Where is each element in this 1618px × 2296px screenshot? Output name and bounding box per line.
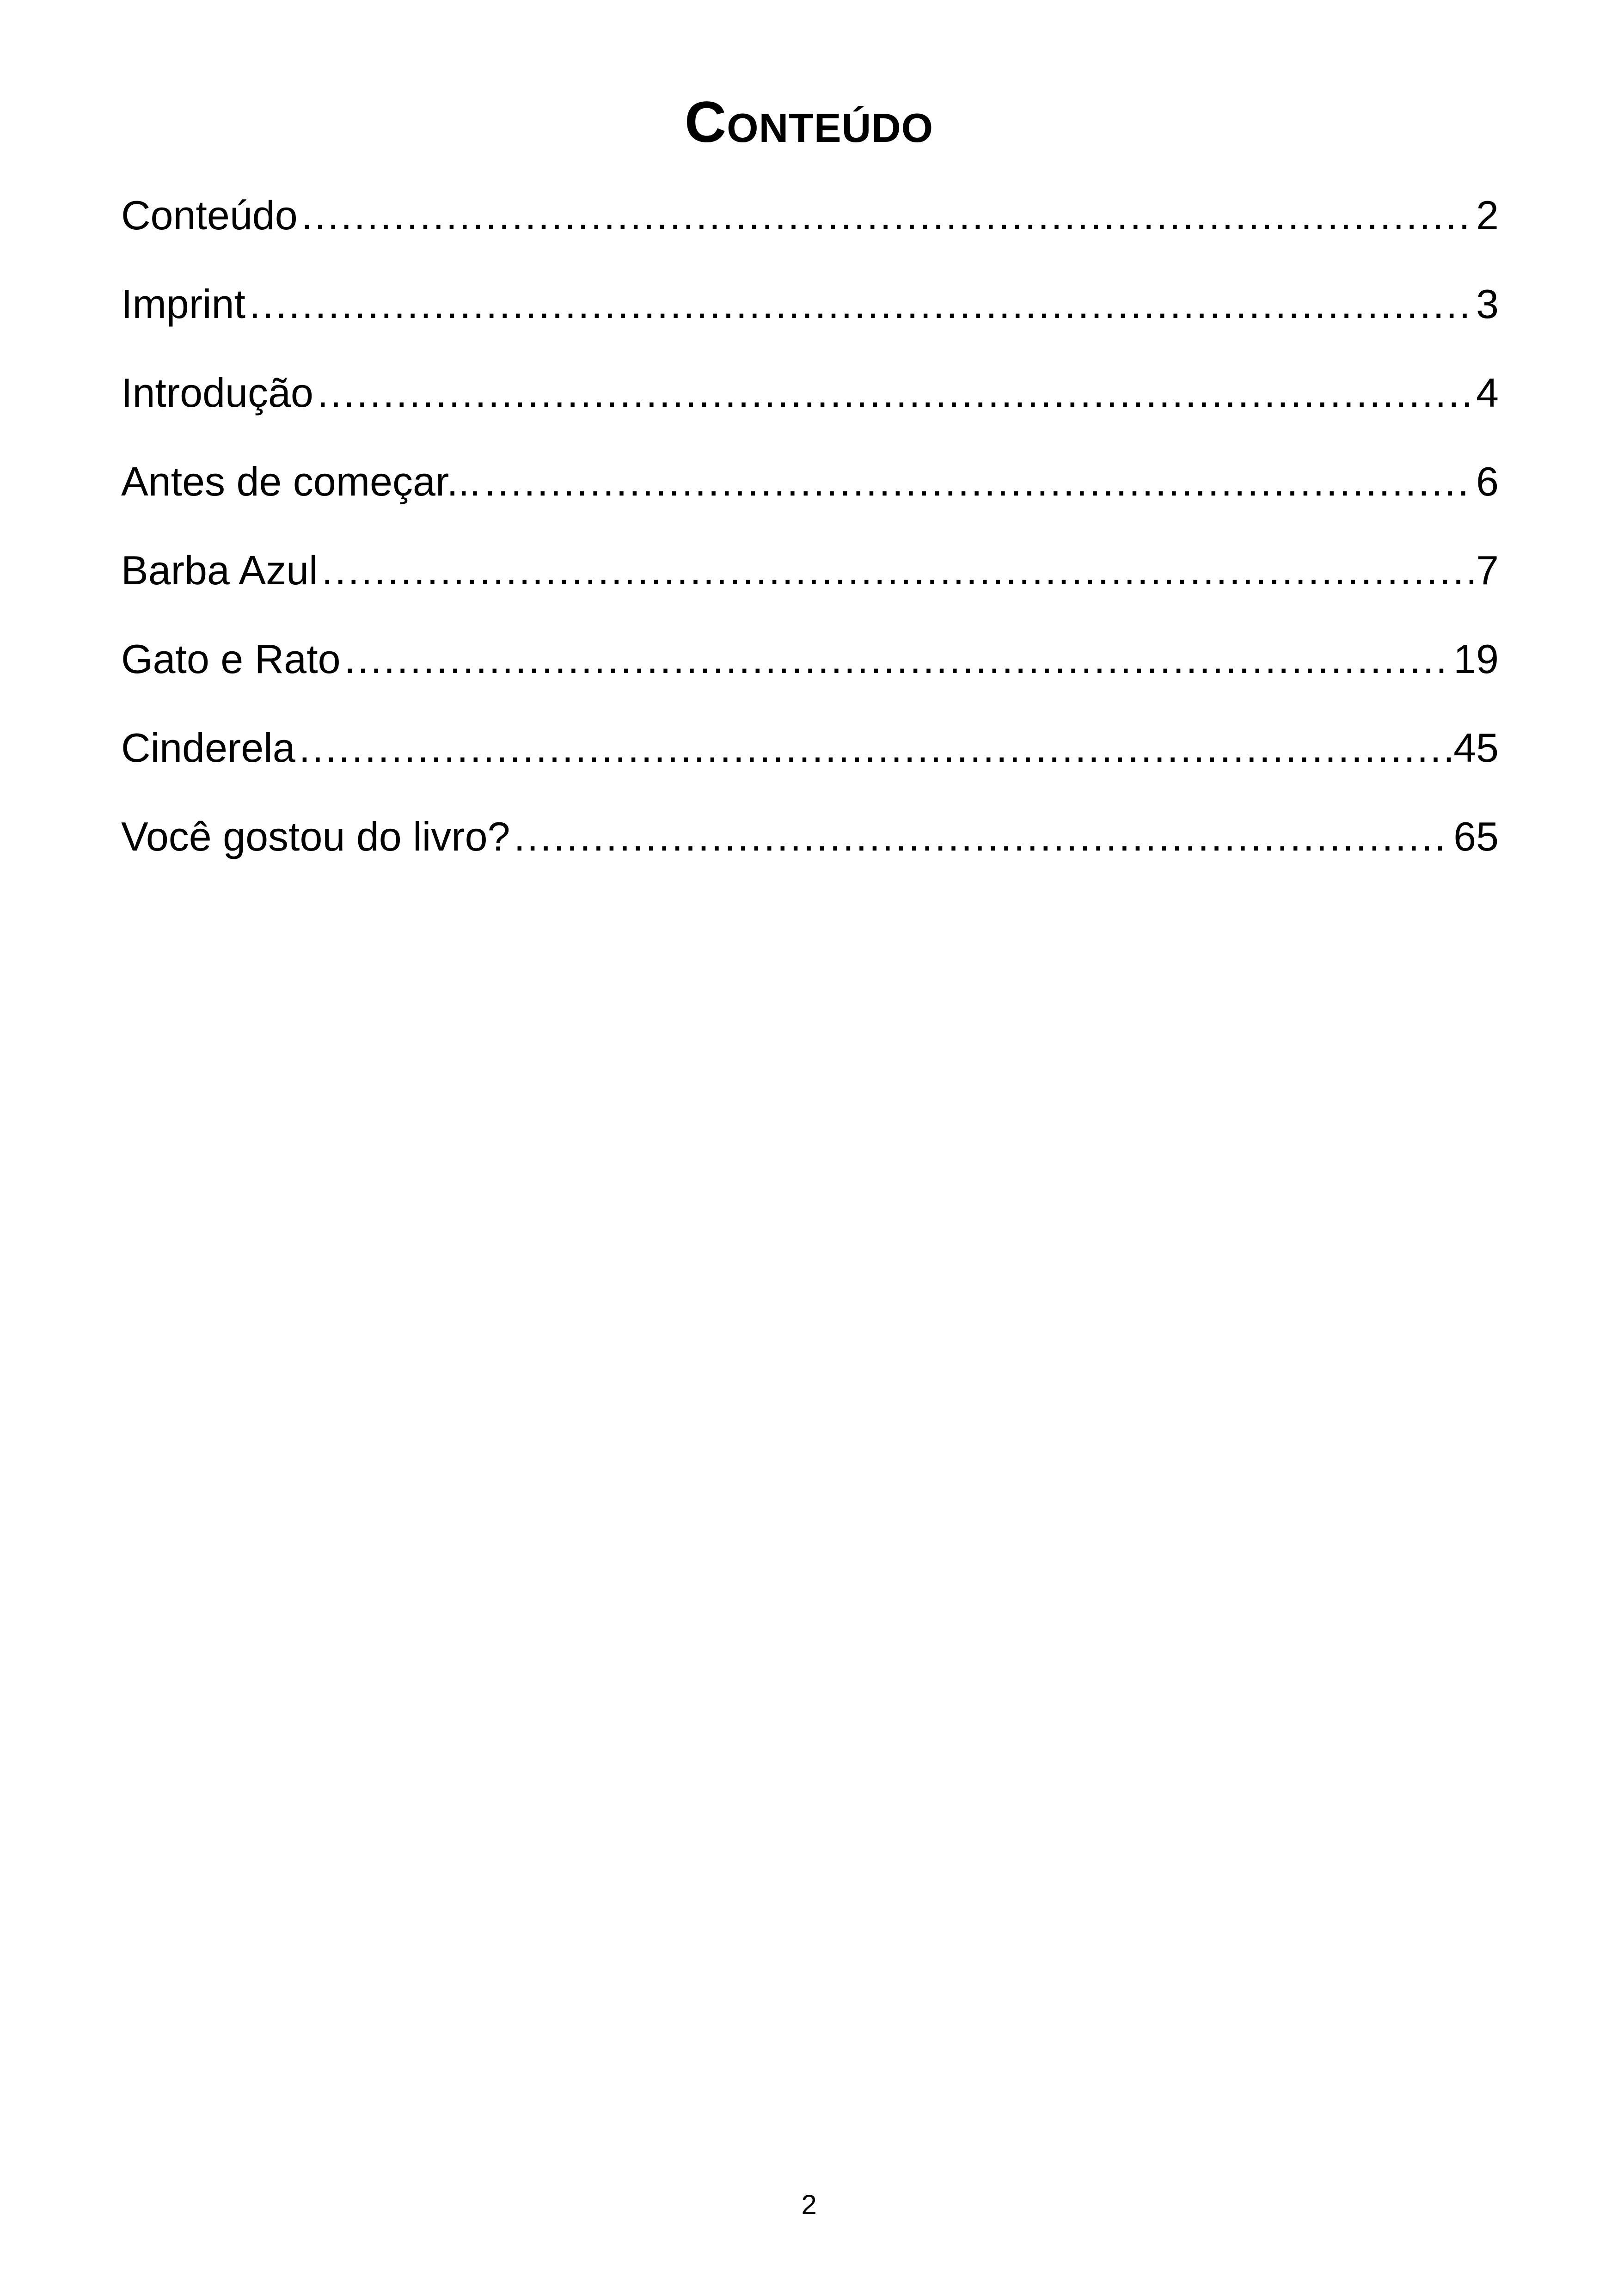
toc-entry-antes-de-comecar[interactable] (121, 437, 1499, 526)
toc-entry-label: Conteúdo (121, 192, 298, 238)
dot-leader (299, 704, 1451, 792)
page-title: Conteúdo (684, 90, 934, 154)
toc-entry-page: 2 (1476, 192, 1499, 238)
toc-entry-page: 45 (1453, 725, 1499, 771)
dot-leader (322, 526, 1473, 615)
toc-entry-page: 19 (1453, 636, 1499, 682)
toc-entry-label: Antes de começar... (121, 459, 481, 504)
toc-entry-label: Cinderela (121, 725, 295, 771)
dot-leader (344, 615, 1451, 704)
toc-entry-page: 65 (1453, 814, 1499, 859)
dot-leader (301, 171, 1473, 260)
dot-leader (484, 437, 1473, 526)
toc-entry-introducao[interactable] (121, 349, 1499, 437)
toc-entry-gato-e-rato[interactable] (121, 615, 1499, 704)
dot-leader (514, 792, 1451, 881)
toc-entry-label: Barba Azul (121, 547, 318, 593)
toc-entry-label: Você gostou do livro? (121, 814, 510, 859)
toc-entry-label: Gato e Rato (121, 636, 341, 682)
toc-entry-label: Introdução (121, 370, 313, 416)
toc-entry-page: 4 (1476, 370, 1499, 416)
table-of-contents (121, 171, 1499, 881)
toc-entry-voce-gostou[interactable] (121, 792, 1499, 881)
dot-leader (249, 260, 1473, 349)
toc-entry-page: 7 (1476, 547, 1499, 593)
toc-entry-label: Imprint (121, 281, 245, 327)
toc-entry-conteudo[interactable] (121, 171, 1499, 260)
page-number: 2 (801, 2189, 817, 2220)
toc-entry-imprint[interactable] (121, 260, 1499, 349)
toc-entry-page: 6 (1476, 459, 1499, 504)
dot-leader (317, 349, 1473, 437)
toc-entry-barba-azul[interactable] (121, 526, 1499, 615)
toc-entry-cinderela[interactable] (121, 704, 1499, 792)
toc-entry-page: 3 (1476, 281, 1499, 327)
